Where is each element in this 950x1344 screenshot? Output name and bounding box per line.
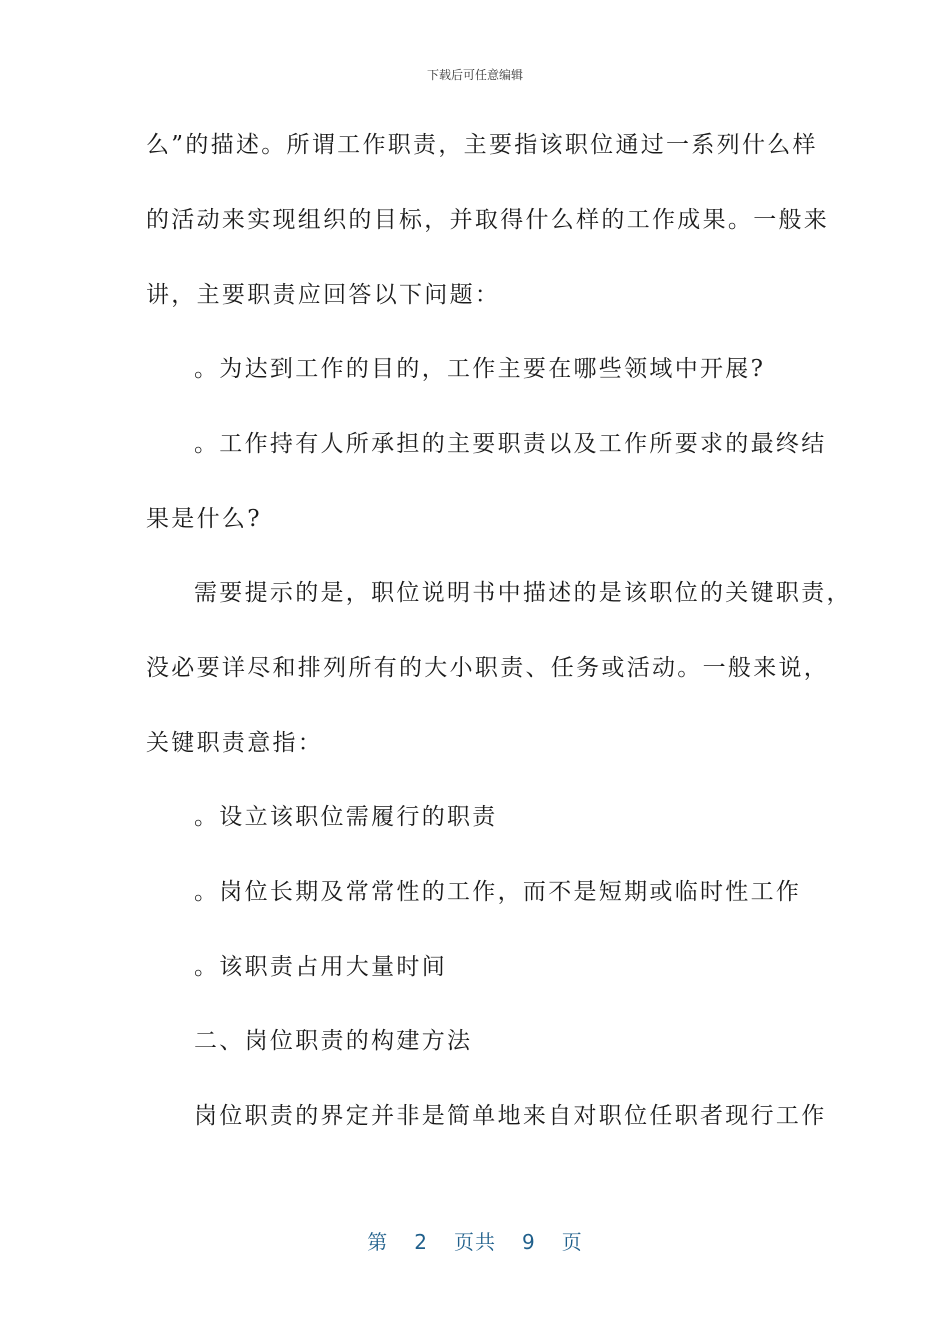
body-line-7: 需要提示的是，职位说明书中描述的是该职位的关键职责，	[194, 580, 852, 606]
footer-middle: 页共	[454, 1230, 496, 1254]
footer-suffix: 页	[561, 1230, 583, 1254]
total-page-number: 9	[522, 1230, 536, 1254]
body-line-11: 。岗位长期及常常性的工作，而不是短期或临时性工作	[194, 879, 802, 905]
body-line-8: 没必要详尽和排列所有的大小职责、任务或活动。一般来说，	[146, 655, 830, 681]
section-heading: 二、岗位职责的构建方法	[194, 1028, 473, 1054]
body-line-4: 。为达到工作的目的，工作主要在哪些领域中开展?	[194, 356, 766, 382]
body-line-3: 讲，主要职责应回答以下问题：	[146, 282, 501, 308]
body-line-14: 岗位职责的界定并非是简单地来自对职位任职者现行工作	[194, 1103, 827, 1129]
body-line-5: 。工作持有人所承担的主要职责以及工作所要求的最终结	[194, 431, 827, 457]
body-line-9: 关键职责意指：	[146, 730, 324, 756]
body-line-2: 的活动来实现组织的目标，并取得什么样的工作成果。一般来	[146, 207, 830, 233]
body-line-12: 。该职责占用大量时间	[194, 954, 447, 980]
body-line-10: 。设立该职位需履行的职责	[194, 804, 498, 830]
page-footer	[0, 1226, 950, 1255]
body-line-6: 果是什么?	[146, 506, 262, 532]
footer-prefix: 第	[367, 1230, 389, 1254]
body-line-1: 么”的描述。所谓工作职责，主要指该职位通过一系列什么样	[146, 132, 818, 158]
current-page-number: 2	[414, 1230, 428, 1254]
page-header: 下载后可任意编辑	[426, 68, 523, 82]
